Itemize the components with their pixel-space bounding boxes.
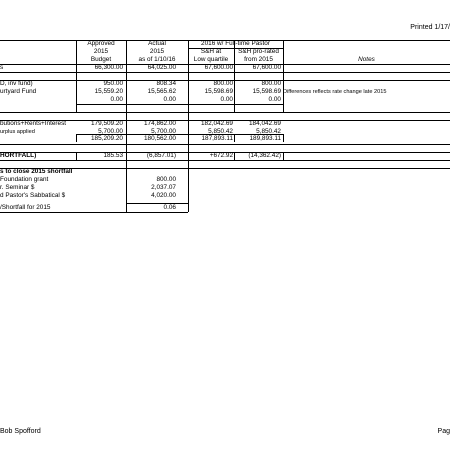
budget-spreadsheet (0, 40, 450, 220)
low-quartile-value: 182,042.69 (201, 120, 233, 127)
row-label: butions+Rents+Interest (0, 120, 67, 127)
list-item (0, 176, 450, 184)
low-quartile-value: 0.00 (220, 96, 233, 103)
group-header-full-time-pastor: 2016 w/ Full-time Pastor (201, 40, 270, 47)
col-header-approved: Approved (87, 40, 115, 47)
printed-date: Printed 1/17/ (410, 24, 450, 31)
footer-page-number: Pag (437, 428, 450, 435)
actual-value: 15,565.62 (147, 88, 176, 95)
header-row-2 (0, 48, 450, 56)
col-header-sh-pro-rated: S&H pro-rated (238, 48, 279, 55)
approved-budget-value: 66,300.00 (94, 64, 123, 71)
approved-budget-value: 185,209.20 (91, 135, 123, 142)
low-quartile-value: 187,893.11 (201, 135, 233, 142)
row-label (0, 96, 76, 104)
low-quartile-value: 15,598.69 (204, 88, 233, 95)
row-label (0, 135, 76, 143)
row-label: s (0, 64, 4, 71)
actual-value: 0.00 (163, 96, 176, 103)
section-divider (0, 144, 450, 145)
pro-rated-value: 67,600.00 (252, 64, 281, 71)
item-label: r. Seminar $ (0, 184, 35, 191)
col-header-approved-year: 2015 (93, 48, 109, 55)
pro-rated-value: 0.00 (268, 96, 281, 103)
table-row (0, 96, 450, 104)
approved-budget-value: 5,700.00 (98, 128, 123, 135)
approved-budget-value: 185.53 (103, 152, 123, 159)
row-note: Differences reflects rate change late 2015 (283, 89, 387, 95)
col-header-sh-at: S&H at (200, 48, 222, 55)
table-bottom-border (0, 212, 188, 213)
row-label: D, inv fund) (0, 80, 33, 87)
col-header-budget: Budget (90, 56, 112, 63)
section-heading: s to close 2015 shortfall (0, 168, 73, 175)
section-divider (0, 112, 450, 113)
table-row-total (0, 135, 450, 143)
row-label: HORTFALL) (0, 152, 37, 159)
col-header-as-of: as of 1/10/16 (138, 56, 176, 63)
list-item (0, 204, 450, 212)
actual-value: 180,562.00 (144, 135, 176, 142)
list-item (0, 192, 450, 200)
col-header-notes: Notes (358, 56, 375, 63)
low-quartile-value: 800.00 (213, 80, 233, 87)
row-label: urtyard Fund (0, 88, 37, 95)
item-label: d Pastor's Sabbatical $ (0, 192, 66, 199)
low-quartile-value: 67,600.00 (204, 64, 233, 71)
col-header-low-quartile: Low quartile (193, 56, 229, 63)
subtotal-rule (76, 104, 283, 105)
actual-value: (6,857.01) (146, 152, 176, 159)
item-label: Foundation grant (0, 176, 49, 183)
actual-value: 5,700.00 (151, 128, 176, 135)
pro-rated-value: (14,362.42) (248, 152, 281, 159)
header-row-1 (0, 40, 450, 48)
pro-rated-value: 15,598.69 (252, 88, 281, 95)
actual-value: 64,025.00 (147, 64, 176, 71)
actual-value: 808.34 (156, 80, 176, 87)
section-heading-row (0, 168, 450, 176)
list-item (0, 184, 450, 192)
col-header-actual-year: 2015 (149, 48, 165, 55)
item-value: 800.00 (156, 176, 176, 183)
item-label: /Shortfall for 2015 (0, 204, 51, 211)
table-row (0, 64, 450, 72)
section-divider (0, 160, 450, 161)
item-value: 2,037.07 (151, 184, 176, 191)
table-row (0, 80, 450, 88)
col-header-from-2015: from 2015 (244, 56, 273, 63)
header-row-3 (0, 56, 450, 64)
col-header-actual: Actual (148, 40, 166, 47)
footer-author: Bob Spofford (0, 428, 41, 435)
item-value: 0.06 (163, 204, 176, 211)
table-row-shortfall (0, 152, 450, 160)
approved-budget-value: 0.00 (110, 96, 123, 103)
low-quartile-value: 5,850.42 (208, 128, 233, 135)
item-value: 4,020.00 (151, 192, 176, 199)
pro-rated-value: 189,893.11 (249, 135, 281, 142)
row-label: urplus applied (0, 129, 35, 135)
approved-budget-value: 179,509.20 (91, 120, 123, 127)
actual-value: 174,862.00 (144, 120, 176, 127)
low-quartile-value: +672.92 (209, 152, 233, 159)
pro-rated-value: 5,850.42 (256, 128, 281, 135)
table-row (0, 120, 450, 128)
pro-rated-value: 184,042.69 (249, 120, 281, 127)
section-divider (0, 72, 450, 73)
pro-rated-value: 800.00 (261, 80, 281, 87)
table-row (0, 88, 450, 96)
approved-budget-value: 15,559.20 (94, 88, 123, 95)
approved-budget-value: 950.00 (103, 80, 123, 87)
